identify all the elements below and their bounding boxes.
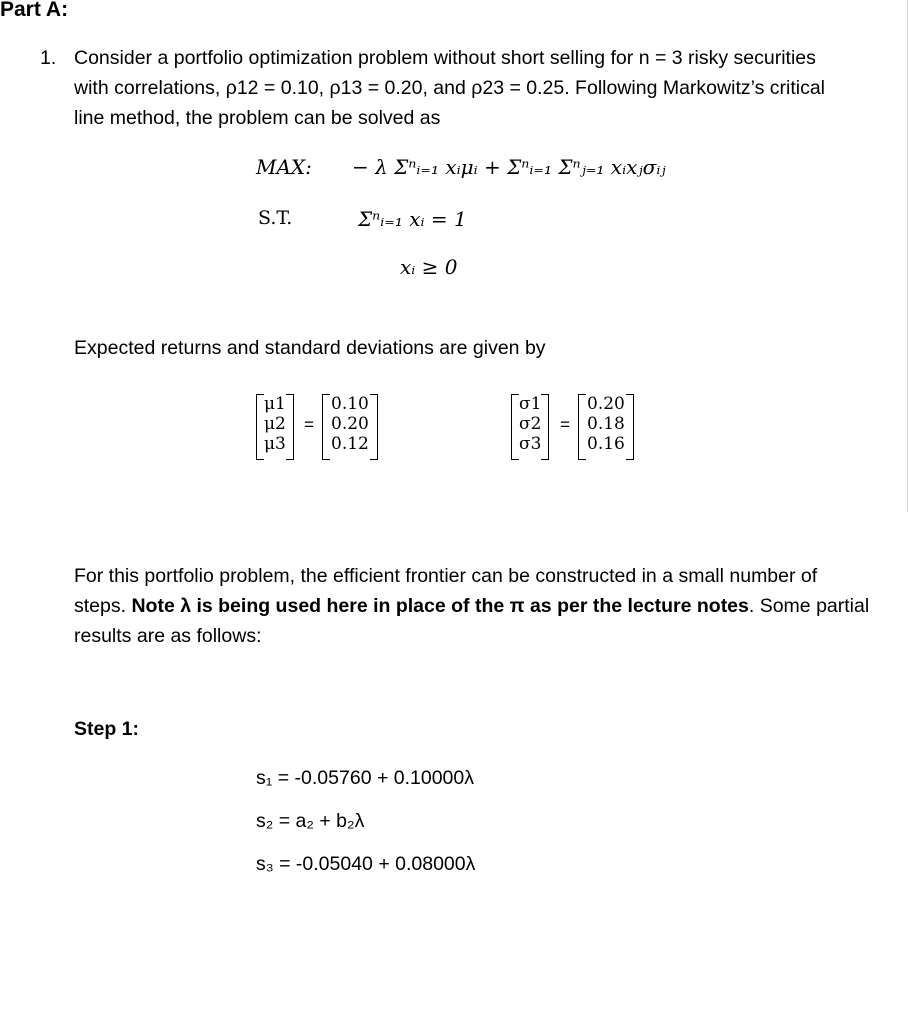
s2-equation: s₂ = a₂ + b₂λ [256, 810, 365, 832]
mu-label-1: μ1 [264, 394, 286, 414]
frontier-line2-pre: steps. [74, 595, 132, 617]
question-intro-line3: line method, the problem can be solved as [74, 107, 441, 129]
left-bracket [322, 394, 330, 460]
subject-to-label: S.T. [258, 207, 293, 229]
question-intro-line2: with correlations, ρ12 = 0.10, ρ13 = 0.20, and ρ23 = 0.25. Following Markowitz’s critical [74, 77, 826, 99]
frontier-line3: results are as follows: [74, 625, 262, 647]
mu-label-3: μ3 [264, 434, 286, 454]
mu-vector-equation [256, 392, 396, 464]
s3-equation: s₃ = -0.05040 + 0.08000λ [256, 853, 476, 875]
left-bracket [256, 394, 264, 460]
right-bracket [626, 394, 634, 460]
mu-value-2: 0.20 [331, 414, 369, 434]
sigma-equals: = [560, 415, 570, 434]
sigma-label-3: σ3 [519, 434, 542, 454]
right-bracket [541, 394, 549, 460]
right-bracket [370, 394, 378, 460]
sigma-vector-equation [511, 392, 651, 464]
question-number: 1. [40, 47, 57, 69]
sigma-value-2: 0.18 [587, 414, 625, 434]
mu-value-3: 0.12 [331, 434, 369, 454]
mu-equals: = [304, 415, 314, 434]
sigma-value-3: 0.16 [587, 434, 625, 454]
frontier-line1: For this portfolio problem, the efficient frontier can be constructed in a small number of [74, 565, 818, 587]
sigma-label-2: σ2 [519, 414, 542, 434]
part-heading: Part A: [0, 0, 69, 21]
lambda-note: Note λ is being used here in place of the π as per the lecture notes [131, 595, 749, 617]
sigma-value-1: 0.20 [587, 394, 625, 414]
left-bracket [578, 394, 586, 460]
objective-function: − λ Σⁿᵢ₌₁ xᵢμᵢ + Σⁿᵢ₌₁ Σⁿⱼ₌₁ xᵢxⱼσᵢⱼ [352, 155, 666, 179]
given-text: Expected returns and standard deviations are given by [74, 337, 546, 359]
mu-value-1: 0.10 [331, 394, 369, 414]
question-intro-line1: Consider a portfolio optimization problem without short selling for n = 3 risky securities [74, 47, 816, 69]
sigma-label-1: σ1 [519, 394, 542, 414]
max-label: MAX: [256, 155, 312, 179]
step-label: Step 1: [74, 718, 140, 740]
frontier-line2 [74, 591, 869, 621]
right-bracket [286, 394, 294, 460]
left-bracket [511, 394, 519, 460]
mu-label-2: μ2 [264, 414, 286, 434]
frontier-line2-post: . Some partial [748, 595, 870, 617]
s1-equation: s₁ = -0.05760 + 0.10000λ [256, 767, 474, 789]
budget-constraint: Σⁿᵢ₌₁ xᵢ = 1 [358, 207, 467, 231]
nonnegativity-constraint: xᵢ ≥ 0 [400, 255, 458, 279]
